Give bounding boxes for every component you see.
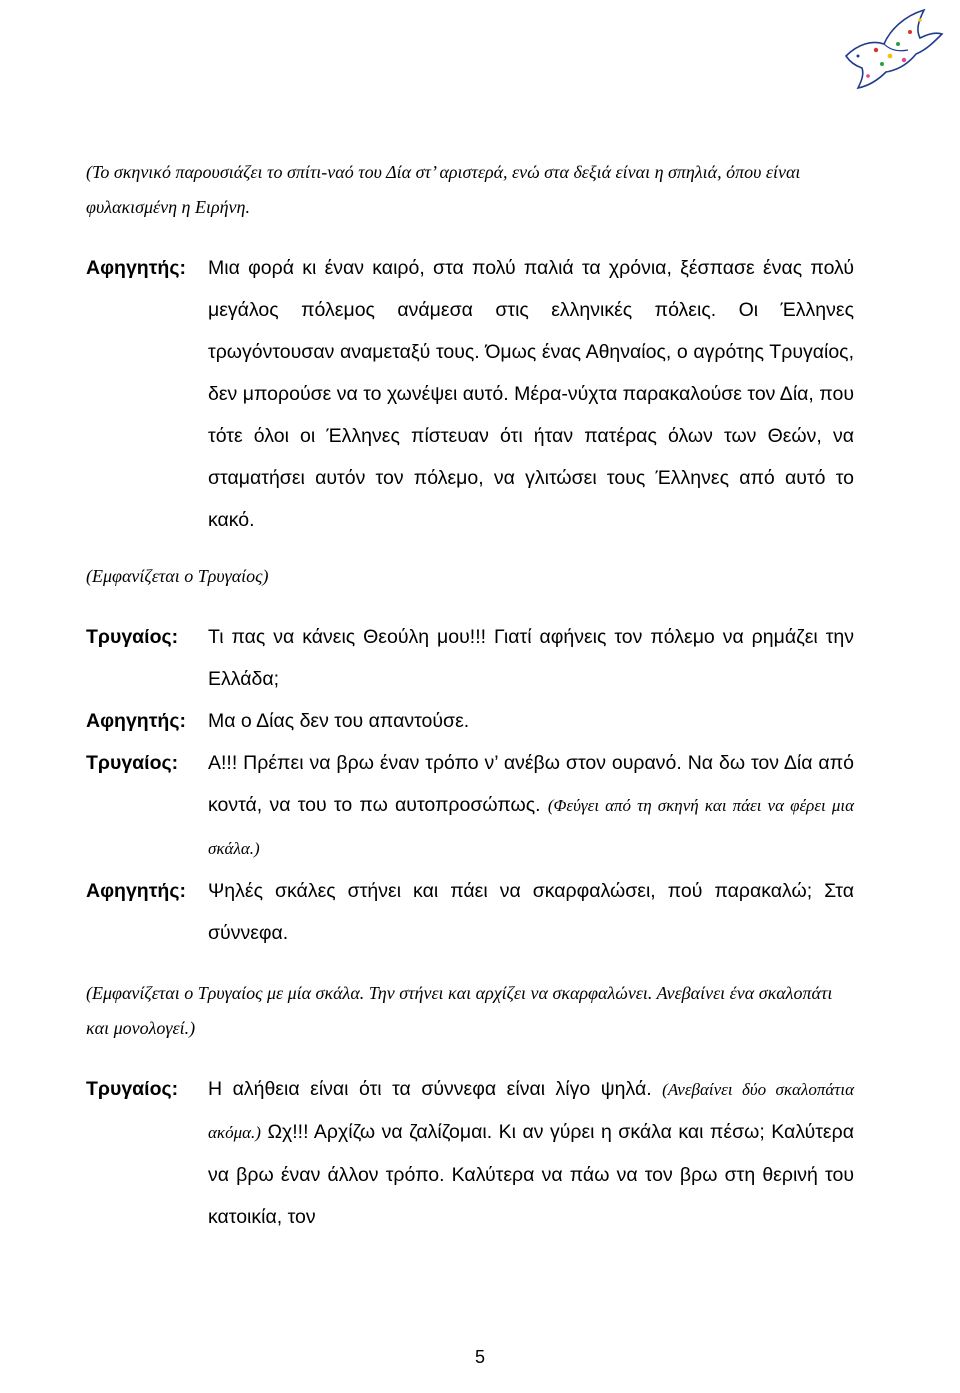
inline-stage-direction: (Ανεβαίνει δύο σκαλοπάτια ακόμα.) <box>208 1080 854 1142</box>
inline-stage-direction: (Φεύγει από τη σκηνή και πάει να φέρει μια σκάλα.) <box>208 796 855 858</box>
page-number: 5 <box>474 1347 485 1367</box>
peace-dove-logo <box>838 4 948 94</box>
dialogue-block <box>86 247 854 541</box>
dialogue-text <box>208 1068 854 1238</box>
dialogue-block <box>86 700 854 742</box>
dialogue-block <box>86 742 854 870</box>
stage-direction: (Το σκηνικό παρουσιάζει το σπίτι-ναό του Δία στ’ αριστερά, ενώ στα δεξιά είναι η σπηλιά, όπου είναι φυλακισμένη η Ειρήνη. <box>86 162 801 217</box>
speaker-name: Τρυγαίος: <box>86 626 179 648</box>
speaker-name: Τρυγαίος: <box>86 752 179 774</box>
dialogue-text-part: Ωχ!!! Αρχίζω να ζαλίζομαι. Κι αν γύρει η σκάλα και πέσω; Καλύτερα να βρω έναν άλλον τρόπο. Καλύτερα να πάω να τον βρω στη θερινή του κατοικία, τον <box>208 1121 854 1228</box>
speaker-name: Αφηγητής: <box>86 880 186 902</box>
dialogue-text: Μα ο Δίας δεν του απαντούσε. <box>208 710 470 732</box>
speaker-name: Αφηγητής: <box>86 710 186 732</box>
stage-direction: (Εμφανίζεται ο Τρυγαίος) <box>86 566 269 586</box>
dialogue-text <box>208 742 854 870</box>
stage-direction: (Εμφανίζεται ο Τρυγαίος με μία σκάλα. Την στήνει και αρχίζει να σκαρφαλώνει. Ανεβαίνει ένα σκαλοπάτι και μονολογεί.) <box>86 983 833 1038</box>
dialogue-block <box>86 616 854 700</box>
dialogue-text-part: Η αλήθεια είναι ότι τα σύννεφα είναι λίγο ψηλά. <box>208 1078 652 1100</box>
speaker-name: Αφηγητής: <box>86 257 186 279</box>
speaker-name: Τρυγαίος: <box>86 1078 179 1100</box>
script-content <box>86 155 854 1238</box>
dialogue-block <box>86 870 854 954</box>
dialogue-text: Μια φορά κι έναν καιρό, στα πολύ παλιά τα χρόνια, ξέσπασε ένας πολύ μεγάλος πόλεμος ανάμεσα στις ελληνικές πόλεις. Οι Έλληνες τρωγόντουσαν αναμεταξύ τους. Όμως ένας Αθηναίος, ο αγρότης Τρυγαίος, δεν μπορούσε να το χωνέψει αυτό. Μέρα-νύχτα παρακαλούσε τον Δία, που τότε όλοι οι Έλληνες πίστευαν ότι ήταν πατέρας όλων των Θεών, να σταματήσει αυτόν τον πόλεμο, να γλιτώσει τους Έλληνες από αυτό το κακό. <box>208 257 854 531</box>
dialogue-text: Ψηλές σκάλες στήνει και πάει να σκαρφαλώσει, πού παρακαλώ; Στα σύννεφα. <box>208 880 854 944</box>
dialogue-text-part: Α!!! Πρέπει να βρω έναν τρόπο ν’ ανέβω στον ουρανό. Να δω τον Δία από κοντά, να του το πω αυτοπροσώπως. <box>208 752 854 816</box>
dialogue-block <box>86 1068 854 1238</box>
dialogue-text: Τι πας να κάνεις Θεούλη μου!!! Γιατί αφήνεις τον πόλεμο να ρημάζει την Ελλάδα; <box>208 626 854 690</box>
